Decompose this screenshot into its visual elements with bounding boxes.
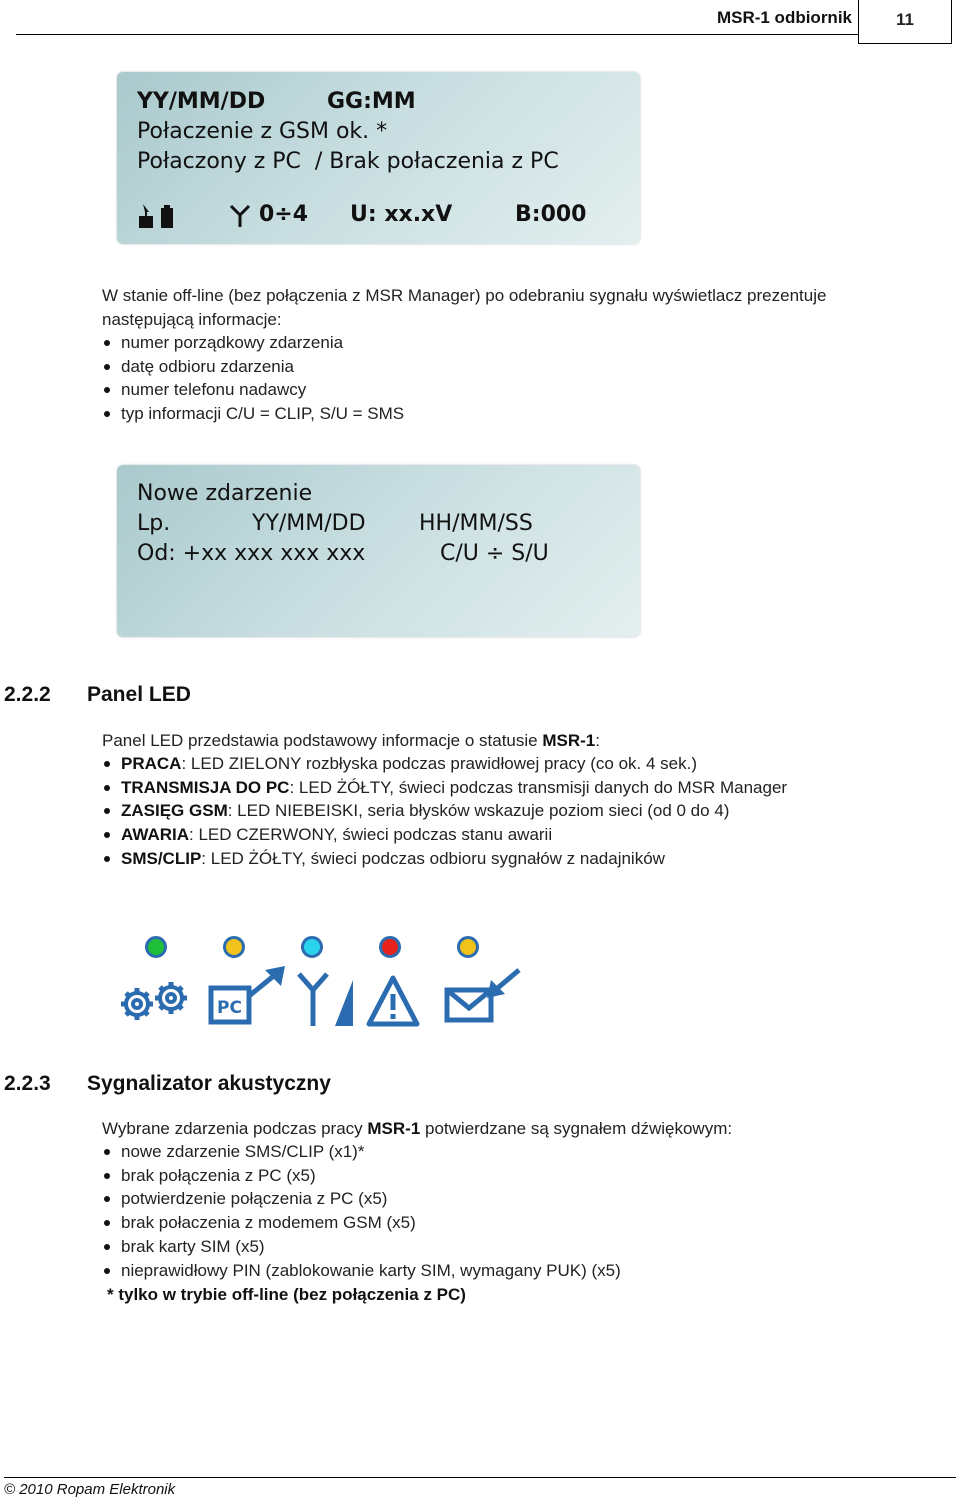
lcd-pc-status: Połaczony z PC / Brak połaczenia z PC: [137, 149, 559, 174]
page-number: 11: [896, 10, 914, 29]
lcd-lp: Lp.: [137, 511, 171, 536]
list-item: potwierdzenie połączenia z PC (x5): [102, 1187, 621, 1211]
list-item: TRANSMISJA DO PC: LED ŻÓŁTY, świeci podczas transmisji danych do MSR Manager: [102, 776, 787, 800]
antenna-icon: [229, 204, 251, 228]
pc-transmission-icon: [205, 966, 289, 1028]
footer-rule: [4, 1477, 956, 1478]
section-heading-buzzer: [4, 1072, 331, 1096]
footer-copyright: © 2010 Ropam Elektronik: [4, 1481, 176, 1498]
list-item: typ informacji C/U = CLIP, S/U = SMS: [102, 402, 404, 426]
led-panel-illustration: [113, 930, 528, 1030]
led-red: [379, 936, 401, 958]
envelope-sms-icon: [441, 966, 525, 1028]
led-yellow-pc: [223, 936, 245, 958]
list-item: numer telefonu nadawcy: [102, 378, 404, 402]
list-item: numer porządkowy zdarzenia: [102, 331, 404, 355]
header-rule: [16, 34, 859, 35]
lcd-gsm-status: Połaczenie z GSM ok. *: [137, 119, 388, 144]
list-item: brak połaczenia z modemem GSM (x5): [102, 1211, 621, 1235]
offline-info-list: [102, 331, 404, 426]
offline-intro-line1: W stanie off-line (bez połączenia z MSR Manager) po odebraniu sygnału wyświetlacz prezentuje: [102, 286, 827, 305]
list-item: nieprawidłowy PIN (zablokowanie karty SIM, wymagany PUK) (x5): [102, 1259, 621, 1283]
section-title: Panel LED: [87, 683, 191, 706]
footnote: * tylko w trybie off-line (bez połączenia z PC): [107, 1285, 466, 1304]
led-yellow-sms: [457, 936, 479, 958]
list-item: PRACA: LED ZIELONY rozbłyska podczas prawidłowej pracy (co ok. 4 sek.): [102, 752, 787, 776]
section-number: 2.2.3: [4, 1072, 51, 1095]
list-item: nowe zdarzenie SMS/CLIP (x1)*: [102, 1140, 621, 1164]
page-number-box: [858, 0, 952, 44]
list-item: SMS/CLIP: LED ŻÓŁTY, świeci podczas odbioru sygnałów z nadajników: [102, 847, 787, 871]
lcd-event-time: HH/MM/SS: [419, 511, 533, 536]
power-battery-icon: [137, 202, 179, 230]
lcd-display-status: [117, 72, 640, 244]
lcd-sender: Od: +xx xxx xxx xxx: [137, 541, 366, 566]
warning-icon: [365, 974, 421, 1028]
buzzer-events-list: [102, 1140, 621, 1282]
list-item: brak karty SIM (x5): [102, 1235, 621, 1259]
buzzer-intro: Wybrane zdarzenia podczas pracy MSR-1 potwierdzane są sygnałem dźwiękowym:: [102, 1119, 733, 1138]
offline-intro: [102, 284, 826, 332]
lcd-voltage: U: xx.xV: [350, 202, 453, 227]
offline-intro-line2: następującą informacje:: [102, 310, 282, 329]
list-item: datę odbioru zdarzenia: [102, 355, 404, 379]
lcd-display-new-event: [117, 465, 640, 637]
antenna-signal-icon: [295, 970, 355, 1028]
led-green: [145, 936, 167, 958]
lcd-date: YY/MM/DD: [137, 89, 266, 114]
gear-icon: [117, 976, 191, 1026]
panel-led-intro: Panel LED przedstawia podstawowy informacje o statusie MSR-1:: [102, 731, 600, 750]
lcd-battery: B:000: [515, 202, 587, 227]
led-description-list: [102, 752, 787, 871]
lcd-info-type: C/U ÷ S/U: [440, 541, 549, 566]
section-number: 2.2.2: [4, 683, 51, 706]
list-item: AWARIA: LED CZERWONY, świeci podczas stanu awarii: [102, 823, 787, 847]
pc-label: PC: [217, 998, 242, 1018]
section-heading-panel-led: [4, 683, 191, 707]
lcd-event-date: YY/MM/DD: [252, 511, 366, 536]
list-item: ZASIĘG GSM: LED NIEBEISKI, seria błysków wskazuje poziom sieci (od 0 do 4): [102, 799, 787, 823]
lcd-time: GG:MM: [327, 89, 416, 114]
list-item: brak połączenia z PC (x5): [102, 1164, 621, 1188]
section-title: Sygnalizator akustyczny: [87, 1072, 331, 1095]
led-blue: [301, 936, 323, 958]
lcd-new-event-title: Nowe zdarzenie: [137, 481, 313, 506]
header-title: MSR-1 odbiornik: [716, 8, 852, 27]
lcd-signal-range: 0÷4: [259, 202, 309, 227]
